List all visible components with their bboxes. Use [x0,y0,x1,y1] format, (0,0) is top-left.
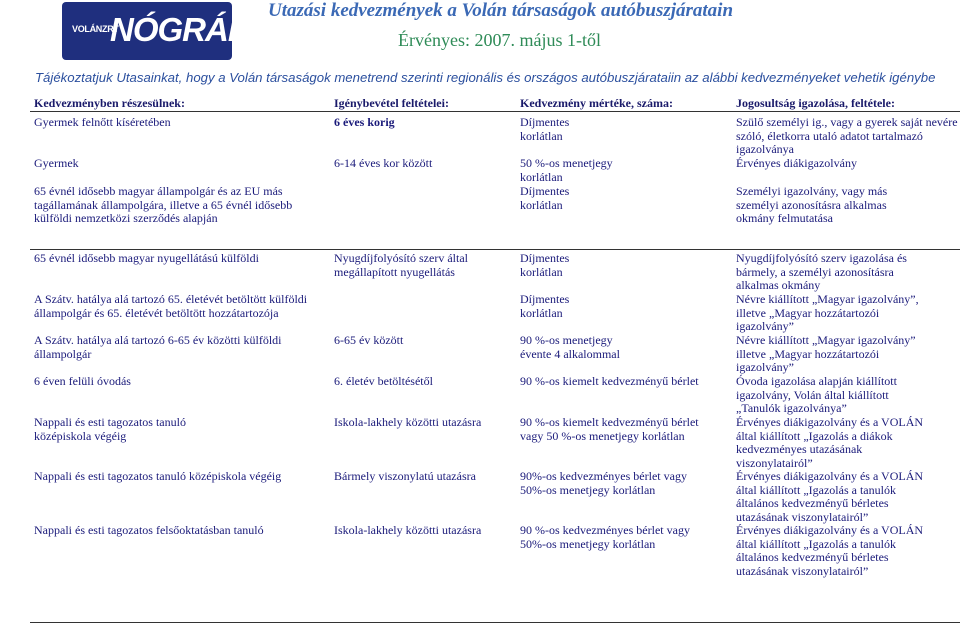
intro-text: Tájékoztatjuk Utasainkat, hogy a Volán társaságok menetrend szerinti regionális és országos autóbuszjárataiin az alábbi kedvezményeket vehetik igénybe [35,70,936,85]
validity-date: Érvényes: 2007. május 1-től [398,30,601,50]
row-2-beneficiary: Gyermek [34,156,79,170]
row-7-beneficiary: 6 éven felüli óvodás [34,374,131,388]
header-divider [30,111,960,112]
row-1-beneficiary: Gyermek felnőtt kíséretében [34,115,171,129]
row-10-discount: 90 %-os kedvezményes bérlet vagy 50%-os menetjegy korlátlan [520,523,690,551]
row-8-entitlement: Érvényes diákigazolvány és a VOLÁN által kiállított „Igazolás a diákok kedvezményes utazásának viszonylatairól” [736,415,924,470]
row-1-discount: Díjmentes korlátlan [520,115,570,143]
logo-big-text: NÓGRÁD [110,11,251,48]
bottom-divider [30,622,960,623]
row-2-condition: 6-14 éves kor között [334,156,433,170]
volan-nograd-logo [62,2,251,60]
row-8-beneficiary: Nappali és esti tagozatos tanuló középiskola végéig [34,415,186,443]
row-10-condition: Iskola-lakhely közötti utazásra [334,523,482,537]
row-9-entitlement: Érvényes diákigazolvány és a VOLÁN által kiállított „Igazolás a tanulók általános kedvezményű bérletes utazásának viszonylatairól” [736,469,924,524]
header-discount: Kedvezmény mértéke, száma: [520,96,673,110]
row-5-entitlement: Névre kiállított „Magyar igazolvány”, illetve „Magyar hozzátartozói igazolvány” [736,292,919,333]
header-conditions: Igénybevétel feltételei: [334,96,449,110]
row-1-entitlement: Szülő személyi ig., vagy a gyerek saját nevére szóló, életkorra utaló adatot tartalmazó igazolványa [736,115,958,156]
row-5-discount: Díjmentes korlátlan [520,292,570,320]
logo-small-text: VOLÁNZRT [72,24,119,34]
row-10-beneficiary: Nappali és esti tagozatos felsőoktatásban tanuló [34,523,264,537]
header-beneficiaries: Kedvezményben részesülnek: [34,96,185,110]
row-6-condition: 6-65 év között [334,333,404,347]
page-title: Utazási kedvezmények a Volán társaságok autóbuszjáratain [268,0,734,21]
row-1-condition: 6 éves korig [334,115,395,129]
row-9-condition: Bármely viszonylatú utazásra [334,469,476,483]
row-6-entitlement: Névre kiállított „Magyar igazolvány” illetve „Magyar hozzátartozói igazolvány” [736,333,916,374]
row-4-condition: Nyugdíjfolyósító szerv által megállapított nyugellátás [334,251,468,279]
row-8-discount: 90 %-os kiemelt kedvezményű bérlet vagy 50 %-os menetjegy korlátlan [520,415,699,443]
row-9-beneficiary: Nappali és esti tagozatos tanuló középiskola végéig [34,469,282,483]
row-4-beneficiary: 65 évnél idősebb magyar nyugellátású külföldi [34,251,259,265]
row-3-entitlement: Személyi igazolvány, vagy más személyi azonosításra alkalmas okmány felmutatása [736,184,888,225]
row-2-entitlement: Érvényes diákigazolvány [736,156,857,170]
section-divider [30,249,960,250]
row-9-discount: 90%-os kedvezményes bérlet vagy 50%-os menetjegy korlátlan [520,469,687,497]
header-entitlement: Jogosultság igazolása, feltétele: [736,96,895,110]
row-10-entitlement: Érvényes diákigazolvány és a VOLÁN által kiállított „Igazolás a tanulók általános kedvezményű bérletes utazásának viszonylatairól” [736,523,924,578]
row-3-discount: Díjmentes korlátlan [520,184,570,212]
row-8-condition: Iskola-lakhely közötti utazásra [334,415,482,429]
row-7-discount: 90 %-os kiemelt kedvezményű bérlet [520,374,699,388]
row-6-discount: 90 %-os menetjegy évente 4 alkalommal [520,333,620,361]
row-7-entitlement: Óvoda igazolása alapján kiállított igazolvány, Volán által kiállított „Tanulók igazolványa” [736,374,897,415]
row-3-beneficiary: 65 évnél idősebb magyar állampolgár és az EU más tagállamának állampolgára, illetve a 65 évnél idősebb külföldi nemzetközi szerződés alapján [34,184,293,225]
row-4-entitlement: Nyugdíjfolyósító szerv igazolása és bármely, a személyi azonosításra alkalmas okmány [736,251,907,292]
row-7-condition: 6. életév betöltésétől [334,374,433,388]
row-6-beneficiary: A Szátv. hatálya alá tartozó 6-65 év közötti külföldi állampolgár [34,333,282,361]
row-2-discount: 50 %-os menetjegy korlátlan [520,156,613,184]
row-4-discount: Díjmentes korlátlan [520,251,570,279]
row-5-beneficiary: A Szátv. hatálya alá tartozó 65. életévét betöltött külföldi állampolgár és 65. életévét betöltött hozzátartozója [34,292,308,320]
